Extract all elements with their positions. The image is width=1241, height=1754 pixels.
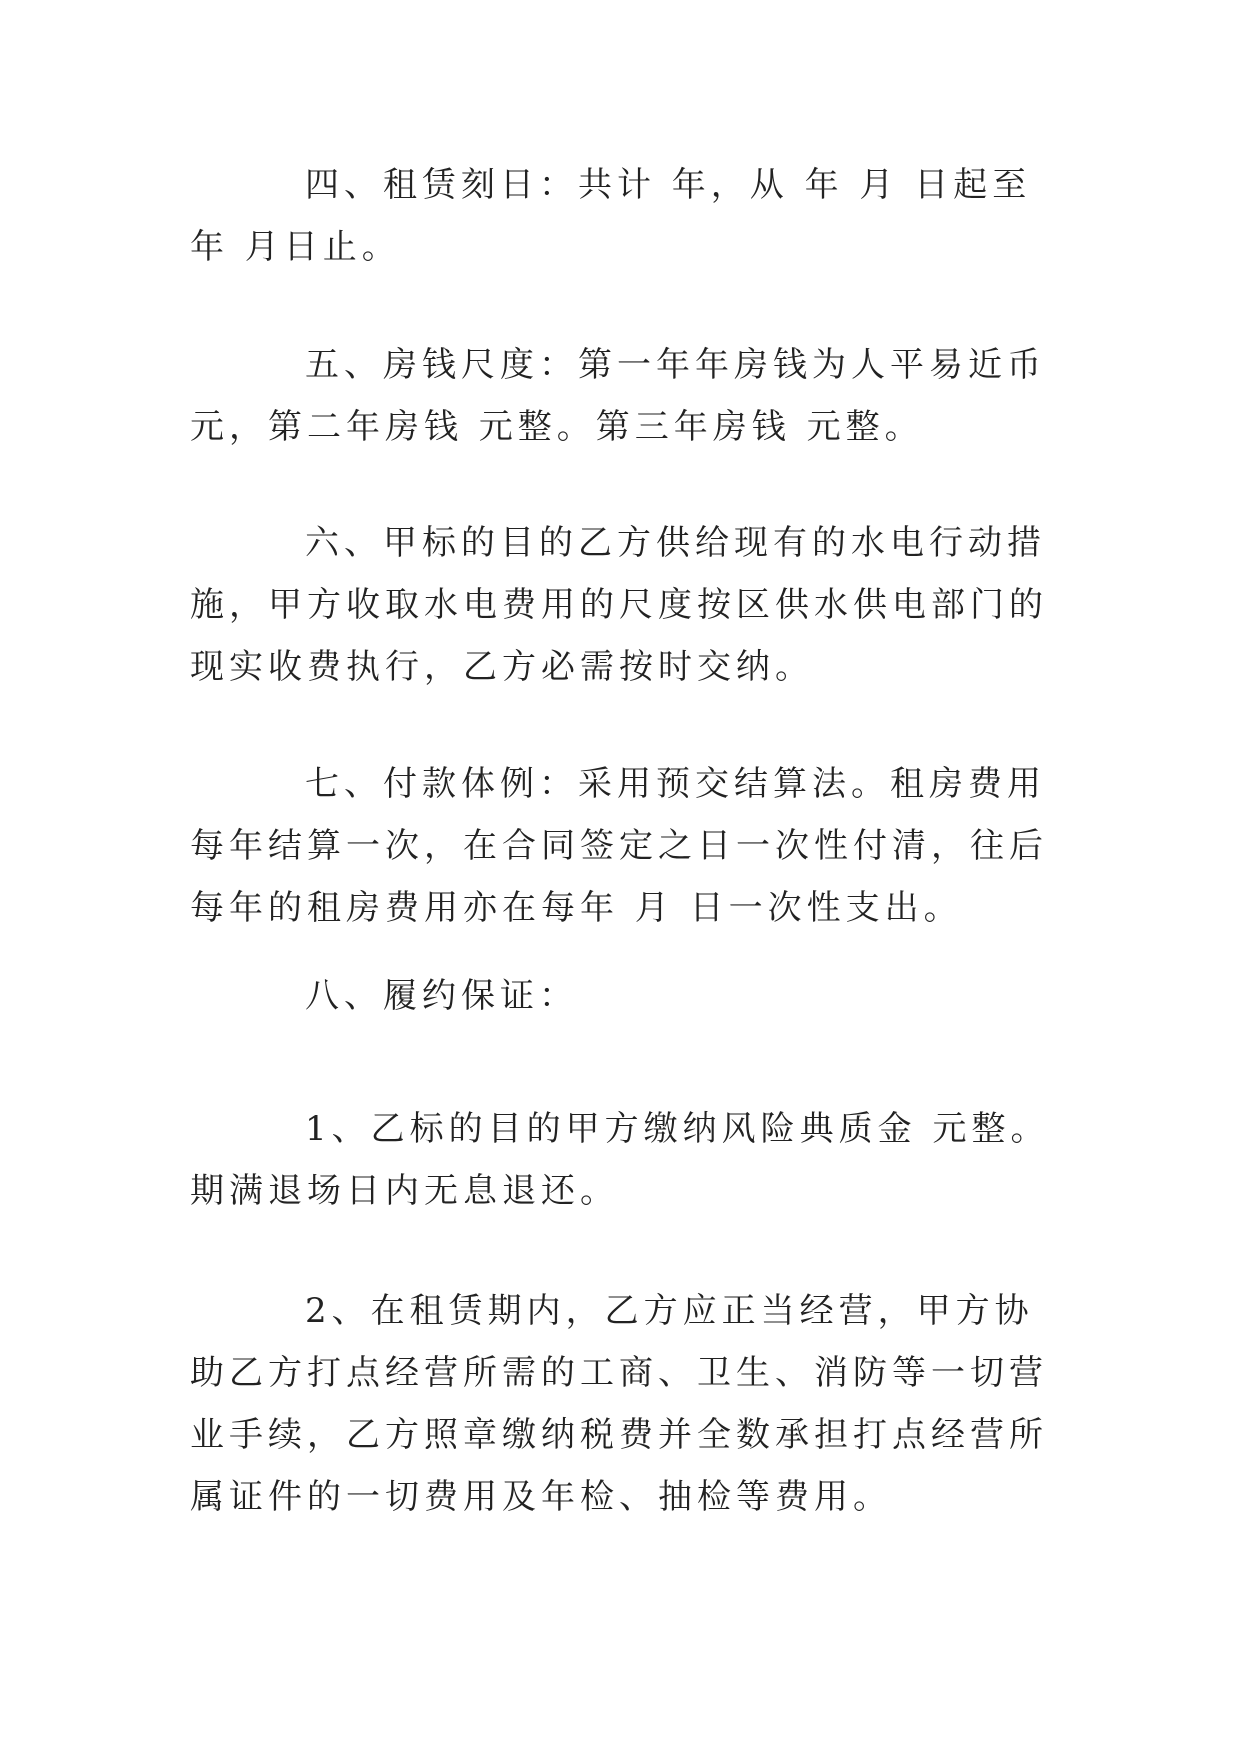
paragraph-performance-guarantee: 八、履约保证： (305, 976, 578, 1016)
paragraph-lease-term: 四、租赁刻日：共计 年，从 年 月 日起至 年 月日止。 (190, 165, 1032, 267)
paragraph-rent-standard: 五、房钱尺度：第一年年房钱为人平易近币 元，第二年房钱 元整。第三年房钱 元整。 (190, 345, 1046, 447)
paragraph-utilities: 六、甲标的目的乙方供给现有的水电行动措施，甲方收取水电费用的尺度按区供水供电部门的现实收费执行，乙方必需按时交纳。 (190, 523, 1048, 687)
paragraph-deposit: 1、乙标的目的甲方缴纳风险典质金 元整。期满退场日内无息退还。 (190, 1109, 1050, 1211)
paragraph-payment-method: 七、付款体例：采用预交结算法。租房费用每年结算一次，在合同签定之日一次性付清，往后每年的租房费用亦在每年 月 日一次性支出。 (190, 764, 1048, 928)
paragraph-lawful-operation: 2、在租赁期内，乙方应正当经营，甲方协助乙方打点经营所需的工商、卫生、消防等一切营业手续，乙方照章缴纳税费并全数承担打点经营所属证件的一切费用及年检、抽检等费用。 (190, 1291, 1048, 1517)
